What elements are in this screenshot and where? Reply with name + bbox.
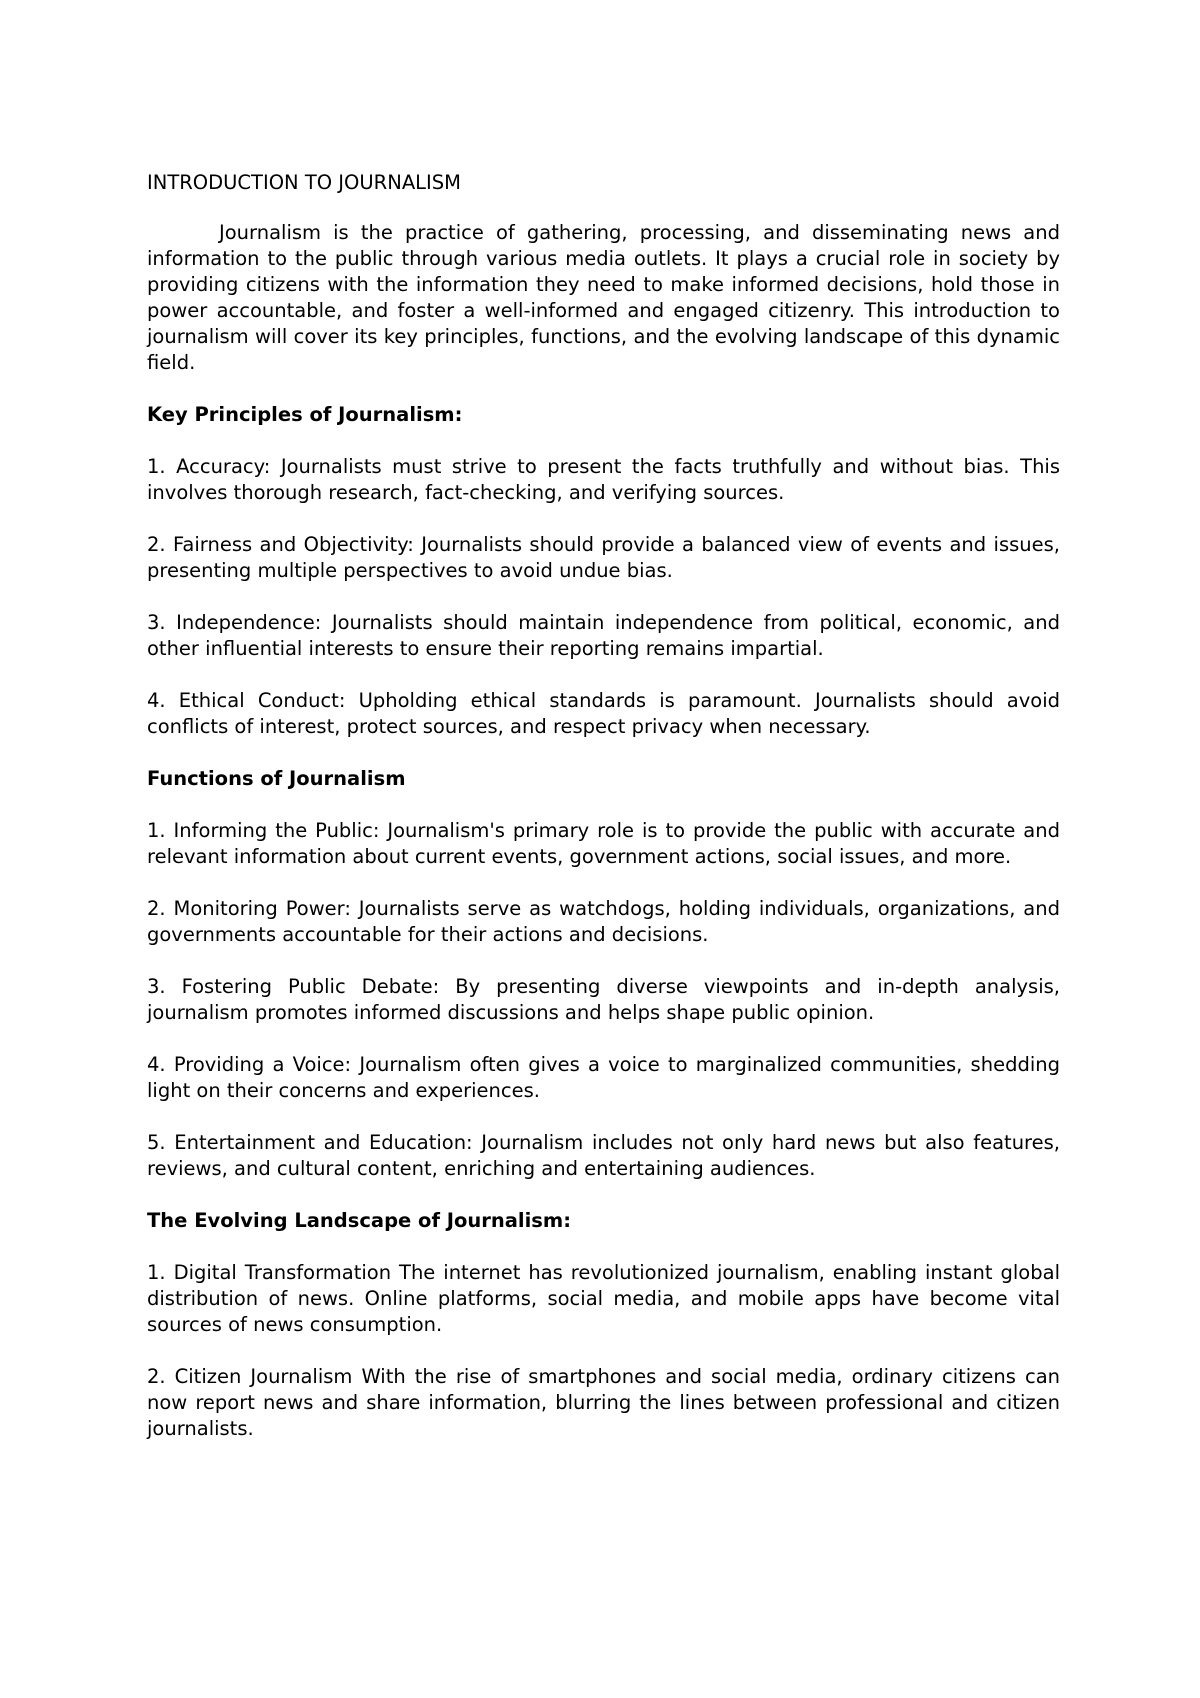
function-entertainment: 5. Entertainment and Education: Journalism includes not only hard news but also features, reviews, and cultural content, enriching and entertaining audiences. [147,1131,1060,1180]
principle-ethical-conduct: 4. Ethical Conduct: Upholding ethical standards is paramount. Journalists should avoid conflicts of interest, protect sources, and respect privacy when necessary. [147,689,1060,738]
principle-fairness: 2. Fairness and Objectivity: Journalists should provide a balanced view of events and issues, presenting multiple perspectives to avoid undue bias. [147,533,1060,582]
document-title: INTRODUCTION TO JOURNALISM [147,171,461,194]
function-voice: 4. Providing a Voice: Journalism often gives a voice to marginalized communities, shedding light on their concerns and experiences. [147,1053,1060,1102]
document-body [147,170,1060,1468]
function-monitoring-power: 2. Monitoring Power: Journalists serve as watchdogs, holding individuals, organizations, and governments accountable for their actions and decisions. [147,897,1060,946]
section-heading-key-principles: Key Principles of Journalism: [147,403,463,426]
function-public-debate: 3. Fostering Public Debate: By presenting diverse viewpoints and in-depth analysis, journalism promotes informed discussions and helps shape public opinion. [147,975,1060,1024]
landscape-citizen-journalism: 2. Citizen Journalism With the rise of smartphones and social media, ordinary citizens can now report news and share information, blurring the lines between professional and citizen journalists. [147,1365,1060,1440]
landscape-digital-transformation: 1. Digital Transformation The internet has revolutionized journalism, enabling instant global distribution of news. Online platforms, social media, and mobile apps have become vital sources of news consumption. [147,1261,1060,1336]
intro-paragraph: Journalism is the practice of gathering, processing, and disseminating news and information to the public through various media outlets. It plays a crucial role in society by providing citizens with the information they need to make informed decisions, hold those in power accountable, and foster a well-informed and engaged citizenry. This introduction to journalism will cover its key principles, functions, and the evolving landscape of this dynamic field. [147,221,1060,374]
section-heading-evolving-landscape: The Evolving Landscape of Journalism: [147,1209,572,1232]
principle-independence: 3. Independence: Journalists should maintain independence from political, economic, and other influential interests to ensure their reporting remains impartial. [147,611,1060,660]
section-heading-functions: Functions of Journalism [147,767,406,790]
function-informing: 1. Informing the Public: Journalism's primary role is to provide the public with accurate and relevant information about current events, government actions, social issues, and more. [147,819,1060,868]
principle-accuracy: 1. Accuracy: Journalists must strive to present the facts truthfully and without bias. This involves thorough research, fact-checking, and verifying sources. [147,455,1060,504]
